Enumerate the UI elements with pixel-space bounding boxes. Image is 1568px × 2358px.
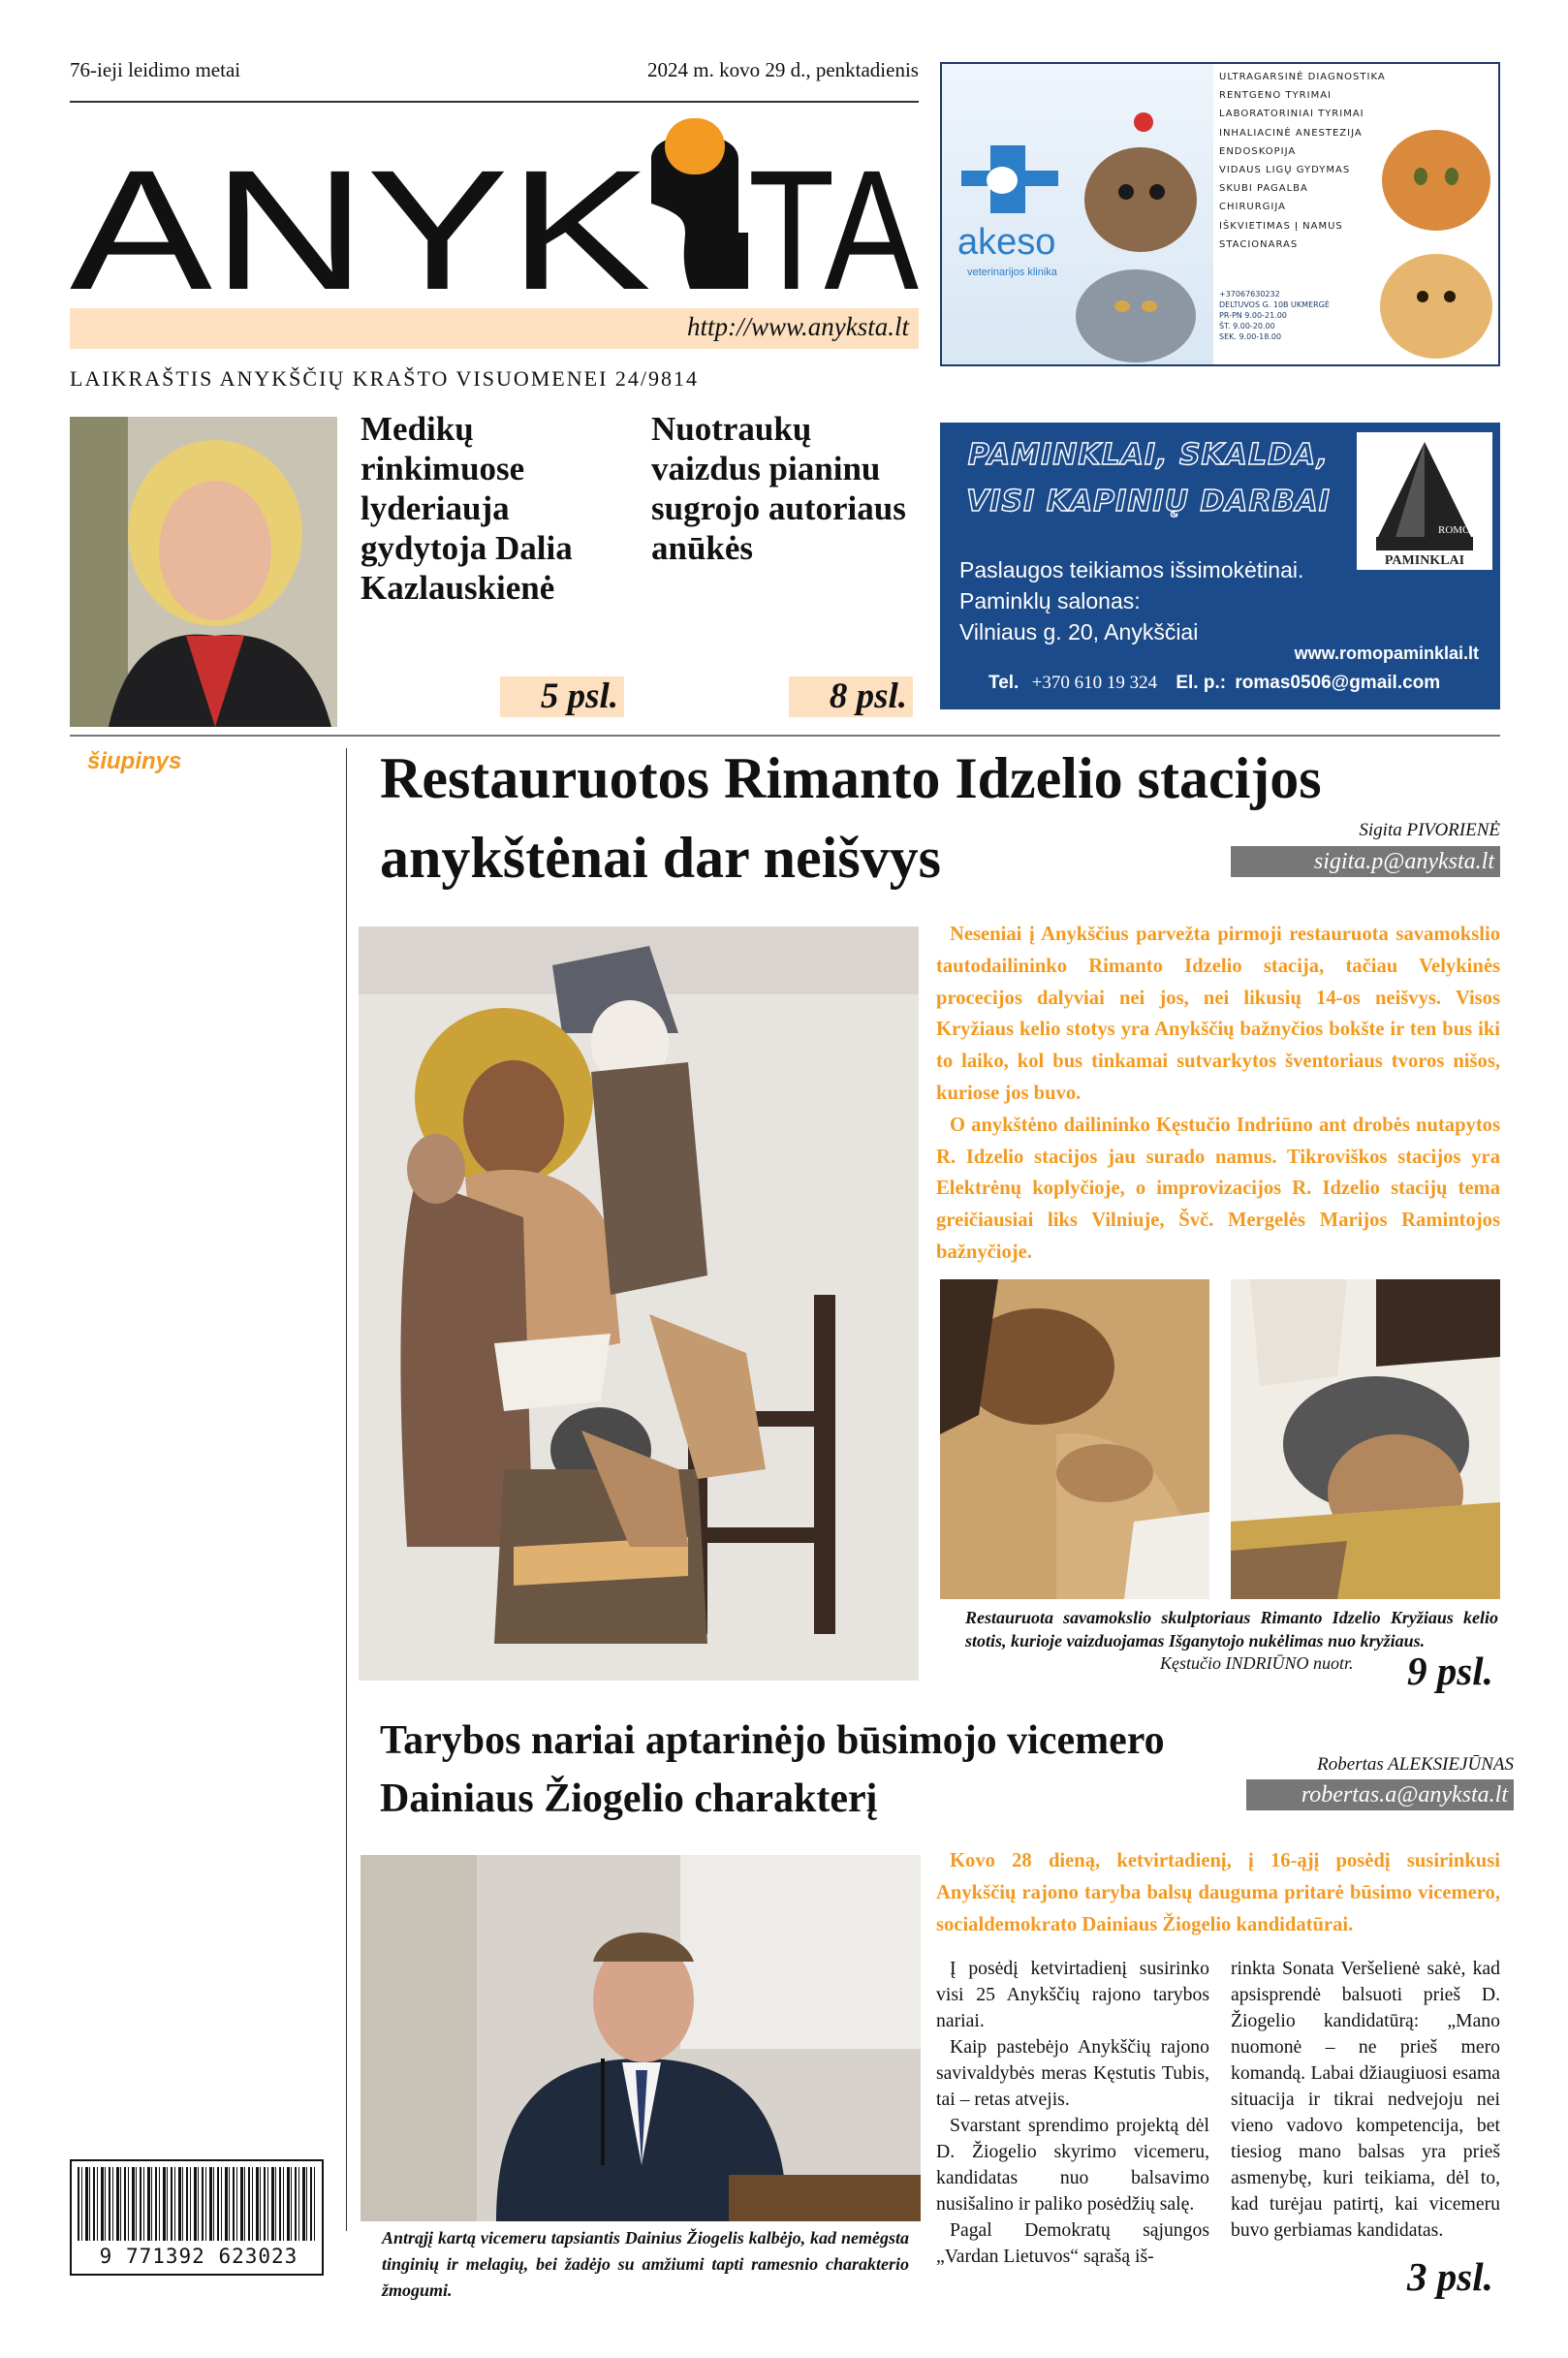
top-divider	[70, 101, 919, 103]
service-item: RENTGENO TYRIMAI	[1219, 90, 1332, 102]
main-lead	[936, 919, 1500, 1269]
photo-credit: Kęstučio INDRIŪNO nuotr.	[1160, 1653, 1354, 1673]
service-item: IŠKVIETIMAS Į NAMUS	[1219, 220, 1343, 232]
ad-paminklai-email[interactable]: romas0506@gmail.com	[1235, 673, 1441, 693]
akeso-hours: ŠT. 9.00-20.00	[1219, 322, 1275, 330]
main-author-email[interactable]: sigita.p@anyksta.lt	[1231, 846, 1500, 877]
ad-paminklai-service-line: Paslaugos teikiamos išsimokėtinai.	[959, 557, 1304, 582]
akeso-hours: PR-PN 9.00-21.00	[1219, 311, 1287, 320]
page-reference[interactable]: 3 psl.	[1407, 2254, 1493, 2299]
url-band	[70, 308, 919, 349]
body-paragraph: Į posėdį ketvirtadienį susirinko visi 25 Anykščių rajono tarybos nariai.	[936, 1958, 1209, 2031]
akeso-brand-sub: veterinarijos klinika	[967, 267, 1057, 278]
akeso-brand: akeso	[957, 222, 1056, 263]
ad-paminklai-services	[959, 554, 1303, 647]
romo-logo-name: ROMO	[1438, 524, 1471, 536]
second-photo-speaker	[361, 1855, 921, 2221]
article-column	[1231, 1956, 1500, 2244]
service-item: SKUBI PAGALBA	[1219, 183, 1308, 195]
teaser-title[interactable]: Nuotraukų vaizdus pianinu sugrojo autoriaus anūkės	[651, 410, 906, 567]
service-item: STACIONARAS	[1219, 238, 1299, 250]
email-label: El. p.:	[1176, 673, 1227, 693]
service-item: VIDAUS LIGŲ GYDYMAS	[1219, 165, 1351, 176]
romo-logo	[1357, 432, 1492, 570]
body-paragraph: rinkta Sonata Veršelienė sakė, kad apsisprendė balsuoti prieš D. Žiogelio kandidatūrą: „Mano nuomonė – ne prieš mero komandą. Labai džiaugiuosi esama situacija ir tikrai nedvejoju nei vieno vadovo kompetencija, bet tiesiog mano balsas yra prieš asmenybę, kuri teikiama, dėl to, kad turėjau patirtį, kai vicemeru buvo gerbiamas kandidatas.	[1231, 1958, 1500, 2241]
second-photo-caption: Antrąjį kartą vicemeru tapsiantis Dainius Žiogelis kalbėjo, kad nemėgsta tinginių ir melagių, bei žadėjo su amžiumi tapti ramesnio charakterio žmogumi.	[382, 2228, 909, 2300]
main-photo-caption: Restauruota savamokslio skulptoriaus Rimanto Idzelio Kryžiaus kelio stotis, kurioje vaizduojamas Išganytojo nukėlimas nuo kryžiaus.	[965, 1608, 1498, 1651]
detail-photo-figure	[1231, 1279, 1500, 1599]
edition-year: 76-ieji leidimo metai	[70, 58, 241, 81]
second-author-email[interactable]: robertas.a@anyksta.lt	[1246, 1779, 1514, 1810]
akeso-services	[1219, 68, 1386, 254]
ad-paminklai-contacts	[988, 673, 1440, 694]
akeso-cat-dog-photo	[1368, 122, 1496, 364]
akeso-address: DELTUVOS G. 10B UKMERGĖ	[1219, 300, 1330, 309]
akeso-image-panel	[942, 64, 1213, 364]
main-headline[interactable]: Restauruotos Rimanto Idzelio stacijos anykštėnai dar neišvys	[380, 746, 1322, 890]
ad-paminklai-website[interactable]: www.romopaminklai.lt	[1294, 644, 1479, 663]
detail-photo-face	[940, 1279, 1209, 1599]
main-author: Sigita PIVORIENĖ	[1359, 820, 1500, 840]
section-divider	[70, 735, 1500, 737]
issue-date: 2024 m. kovo 29 d., penktadienis	[647, 58, 919, 81]
phone-label: Tel.	[988, 673, 1019, 693]
service-item: CHIRURGIJA	[1219, 202, 1286, 213]
service-item: INHALIACINĖ ANESTEZIJA	[1219, 127, 1363, 139]
ad-paminklai-headline-line: PAMINKLAI, SKALDA,	[967, 438, 1330, 472]
service-item: ULTRAGARSINĖ DIAGNOSTIKA	[1219, 72, 1386, 82]
barcode	[70, 2159, 324, 2276]
page-reference[interactable]: 8 psl.	[789, 676, 913, 717]
teaser-title[interactable]: Medikų rinkimuose lyderiauja gydytoja Dalia Kazlauskienė	[361, 410, 573, 607]
newspaper-subtitle: LAIKRAŠTIS ANYKŠČIŲ KRAŠTO VISUOMENEI 24/9814	[70, 366, 700, 391]
svg-text:ANYK: ANYK	[70, 136, 651, 300]
second-headline[interactable]: Tarybos nariai aptarinėjo būsimojo vicemero Dainiaus Žiogelio charakterį	[380, 1718, 1165, 1821]
ad-paminklai[interactable]	[940, 423, 1500, 709]
column-divider	[346, 748, 347, 2231]
rubric-label[interactable]: šiupinys	[87, 748, 182, 774]
akeso-contacts	[1219, 289, 1330, 342]
article-column	[936, 1956, 1209, 2270]
main-lead-paragraph: O anykštėno dailininko Kęstučio Indriūno ant drobės nutapytos R. Idzelio stacijos jau surado namus. Tikroviškos stacijos yra Elektrėnų koplyčioje, o improvizacijos R. Idzelio stacijų tema greičiausiai liks Vilniuje, Švč. Mergelės Marijos Ramintojos bažnyčioje.	[936, 1114, 1500, 1263]
main-photo-sculpture	[359, 927, 919, 1681]
newspaper-logo	[70, 116, 919, 300]
service-item: ENDOSKOPIJA	[1219, 145, 1297, 157]
body-paragraph: Pagal Demokratų sąjungos „Vardan Lietuvos“ sąrašą iš-	[936, 2219, 1209, 2267]
ad-akeso[interactable]	[940, 62, 1500, 366]
second-lead: Kovo 28 dieną, ketvirtadienį, į 16-ąjį posėdį susirinkusi Anykščių rajono taryba balsų dauguma pritarė būsimo vicemero, socialdemokrato Dainiaus Žiogelio kandidatūrai.	[936, 1850, 1500, 1935]
ad-paminklai-headline	[940, 432, 1357, 525]
akeso-pets-illustration	[942, 64, 1213, 364]
akeso-hours: SEK. 9.00-18.00	[1219, 332, 1282, 341]
website-link[interactable]: http://www.anyksta.lt	[687, 312, 909, 341]
romo-logo-sub: PAMINKLAI	[1384, 553, 1465, 568]
page-reference[interactable]: 5 psl.	[500, 676, 624, 717]
ad-paminklai-headline-line: VISI KAPINIŲ DARBAI	[966, 485, 1331, 519]
page-reference[interactable]: 9 psl.	[1407, 1649, 1493, 1693]
second-author: Robertas ALEKSIEJŪNAS	[1317, 1754, 1514, 1775]
ad-paminklai-phone[interactable]: +370 610 19 324	[1031, 673, 1158, 693]
main-lead-paragraph: Neseniai į Anykščius parvežta pirmoji restauruota savamokslio tautodailininko Rimanto Idzelio stacija, tačiau Velykinės procecijos dalyviai nei jos, nei likusių 14-os neišvys. Visos Kryžiaus kelio stotys yra Anykščių bažnyčios bokšte ir ten bus iki to laiko, kol bus tinkamai sutvarkytos šventoriaus tvoros nišos, kuriose jos buvo.	[936, 924, 1500, 1104]
body-paragraph: Svarstant sprendimo projektą dėl D. Žiogelio skyrimo vicemeru, kandidatas nuo balsavimo nusišalino ir paliko posėdžių salę.	[936, 2115, 1209, 2215]
barcode-number: 9 771392 623023	[99, 2245, 298, 2268]
ad-paminklai-service-line: Vilniaus g. 20, Anykščiai	[959, 619, 1199, 645]
barcode-bars	[78, 2167, 318, 2241]
romo-logo-icon	[1357, 432, 1492, 570]
body-paragraph: Kaip pastebėjo Anykščių rajono savivaldybės meras Kęstutis Tubis, tai – retas atvejis.	[936, 2036, 1209, 2110]
service-item: LABORATORINIAI TYRIMAI	[1219, 109, 1364, 120]
akeso-phone: +37067630232	[1219, 290, 1280, 299]
teaser-portrait-photo	[70, 417, 337, 727]
ad-paminklai-service-line: Paminklų salonas:	[959, 588, 1141, 613]
svg-text:TA: TA	[748, 136, 919, 300]
